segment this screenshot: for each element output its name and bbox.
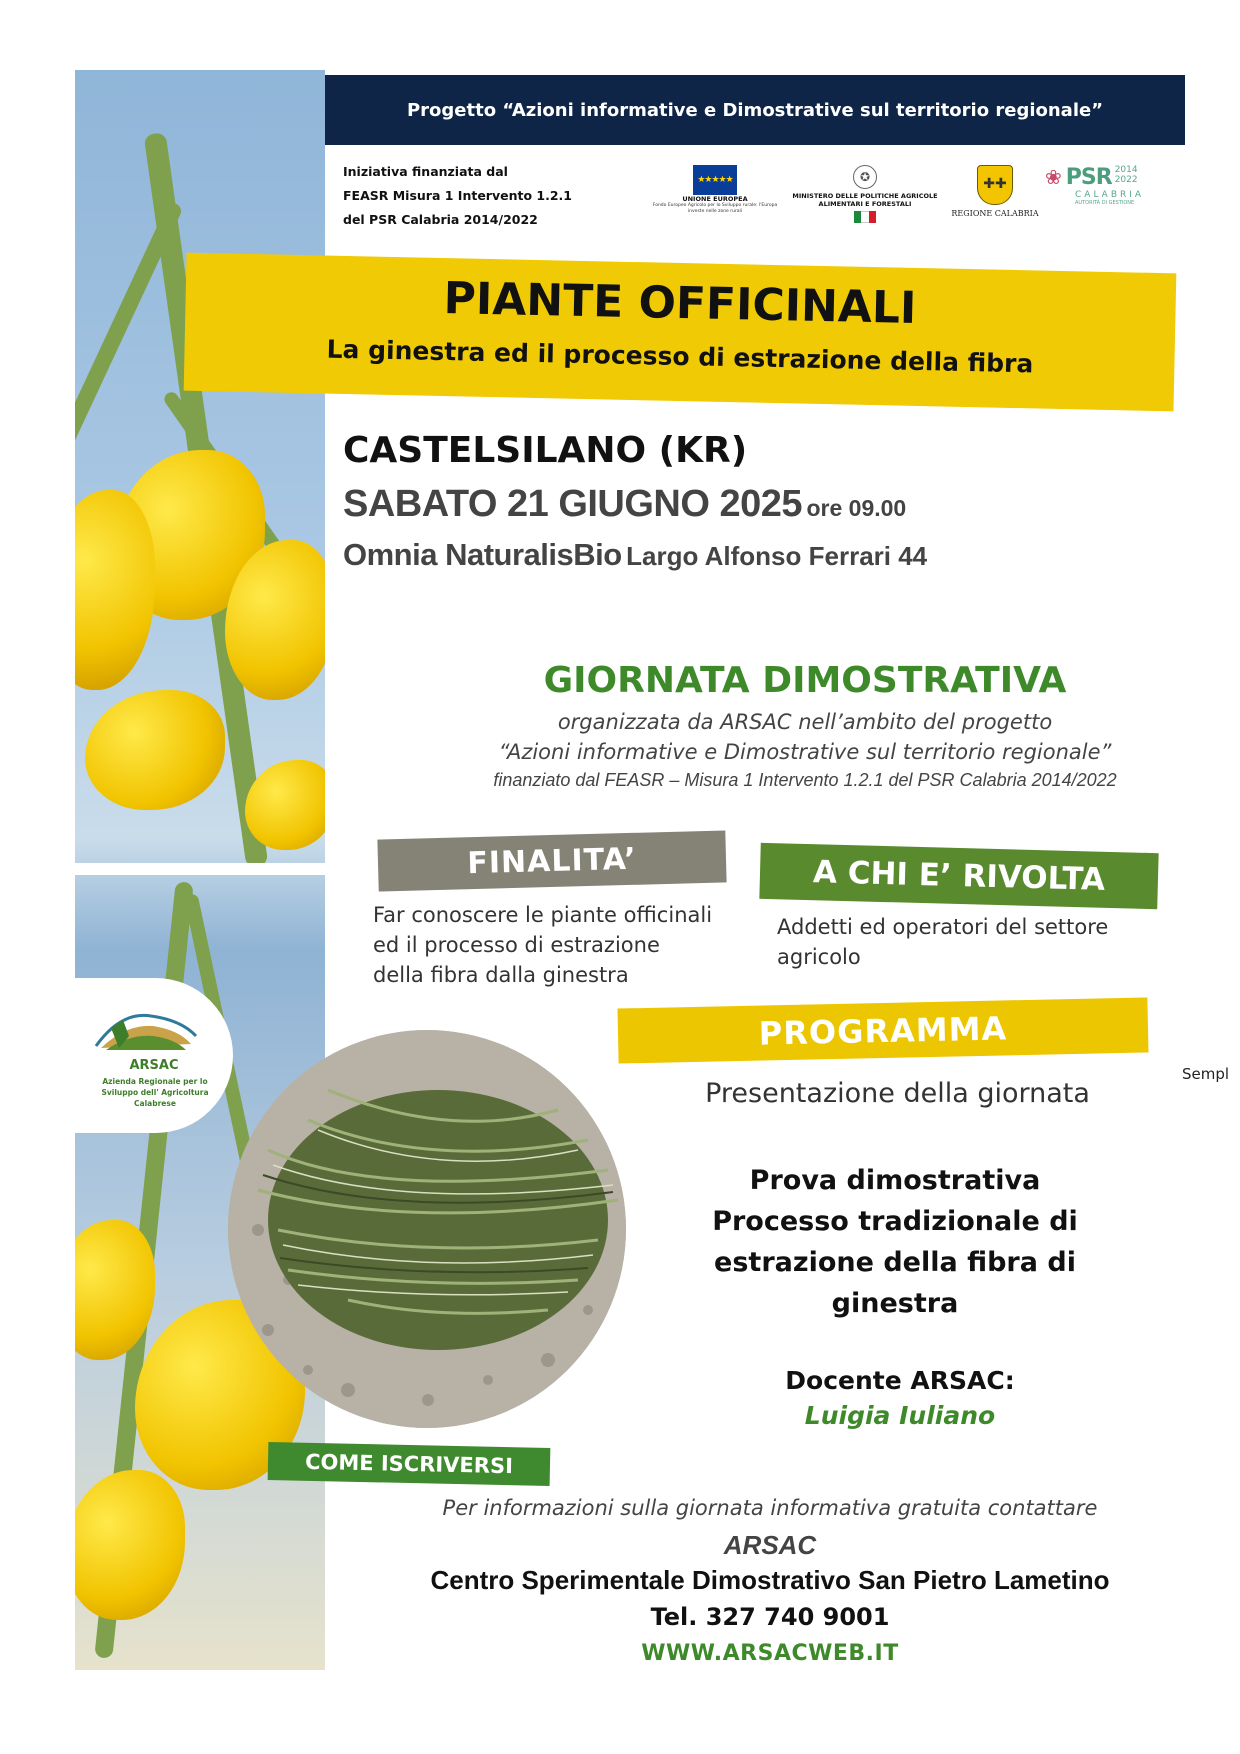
eu-logo [650,165,780,223]
funding-line: Iniziativa finanziata dal [343,164,508,179]
rivolta-heading: A CHI E’ RIVOLTA [759,843,1158,909]
prova-line: Processo tradizionale di [712,1206,1078,1237]
programma-prova [655,1160,1135,1324]
psr-leaf-icon: ❀ [1045,165,1062,189]
regione-calabria-logo [945,165,1045,225]
finalita-heading: FINALITA’ [377,830,726,891]
venue-address: Largo Alfonso Ferrari 44 [626,541,928,571]
event-venue-line [343,537,927,573]
calabria-shield-icon: ✚✚ [977,165,1013,205]
eu-caption: UNIONE EUROPEA [682,195,748,203]
contact-phone: Tel. 327 740 9001 [650,1603,890,1631]
subtitle: La ginestra ed il processo di estrazione della fibra [326,334,1034,379]
arsac-subtitle: Azienda Regionale per lo Sviluppo dell' Agricoltura Calabrese [101,1077,209,1108]
psr-sub: AUTORITÀ DI GESTIONE [1075,200,1135,206]
programma-heading: PROGRAMMA [617,997,1148,1063]
funding-line: del PSR Calabria 2014/2022 [343,212,538,227]
fiber-bundle-image [228,1030,626,1428]
ginestra-fiber-photo [228,1030,626,1428]
docente-label: Docente ARSAC: [785,1366,1015,1395]
psr-logo [1045,165,1155,225]
main-title: PIANTE OFFICINALI [443,273,917,334]
contact-org: ARSAC [723,1530,817,1560]
italy-flag-icon [854,211,876,223]
giornata-line-2: “Azioni informative e Dimostrative sul territorio regionale” [498,740,1112,764]
edge-fragment-text: Sempl [1182,1065,1230,1083]
eu-subcaption: Fondo Europeo Agricolo per lo Sviluppo rurale: l'Europa investe nelle zone rurali [652,203,778,214]
prova-line: Prova dimostrativa [749,1165,1041,1196]
event-date: SABATO 21 GIUGNO 2025 [343,483,803,525]
event-date-line [343,483,906,526]
website-link[interactable]: WWW.ARSACWEB.IT [641,1641,899,1666]
project-header-band [325,75,1185,145]
rivolta-text: Addetti ed operatori del settore agricolo [777,915,1109,969]
contact-info-text: Per informazioni sulla giornata informativa gratuita contattare [442,1496,1098,1520]
ministry-logo [785,165,945,225]
psr-name: PSR [1065,165,1112,190]
venue-name: Omnia NaturalisBio [343,537,622,572]
region-caption: REGIONE CALABRIA [951,209,1039,218]
docente-name: Luigia Iuliano [804,1401,996,1430]
prova-line: ginestra [831,1288,959,1319]
programma-intro: Presentazione della giornata [705,1078,1090,1109]
eu-flag-icon: ★★★★★ [693,165,737,195]
contact-centro: Centro Sperimentale Dimostrativo San Pietro Lametino [430,1565,1110,1595]
ministry-caption: MINISTERO DELLE POLITICHE AGRICOLE ALIMENTARI E FORESTALI [792,192,938,208]
giornata-line-3: finanziato dal FEASR – Misura 1 Intervento 1.2.1 del PSR Calabria 2014/2022 [493,770,1117,790]
funding-line: FEASR Misura 1 Intervento 1.2.1 [343,188,572,203]
arsac-name: ARSAC [129,1058,179,1073]
arsac-logo [75,978,233,1133]
finalita-text: Far conoscere le piante officinali ed il processo di estrazione della fibra dalla ginestra [373,903,713,987]
giornata-line-1: organizzata da ARSAC nell’ambito del progetto [557,710,1053,734]
italy-emblem-icon: ✪ [853,165,877,189]
funding-note [343,160,613,232]
psr-region: CALABRIA [1075,190,1145,200]
event-time: ore 09.00 [806,495,907,521]
arsac-landscape-icon [91,1006,201,1056]
giornata-title: GIORNATA DIMOSTRATIVA [543,660,1067,701]
iscrizione-heading: COME ISCRIVERSI [268,1442,551,1486]
psr-years: 2014 2022 [1114,165,1138,185]
event-place: CASTELSILANO (KR) [343,430,748,471]
prova-line: estrazione della fibra di [714,1247,1076,1278]
project-title: Progetto “Azioni informative e Dimostrative sul territorio regionale” [406,99,1104,121]
